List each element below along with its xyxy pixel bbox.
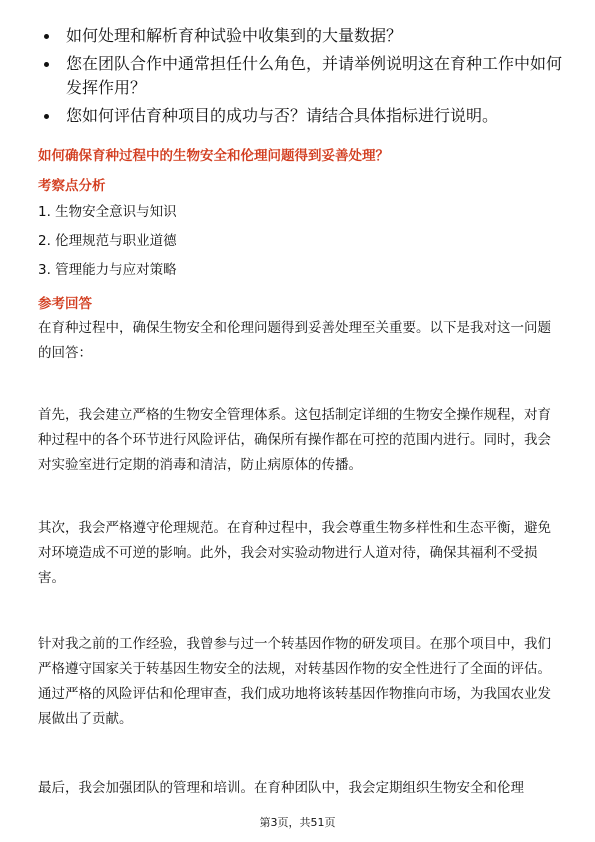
analysis-heading: 考察点分析 xyxy=(38,178,106,194)
answer-paragraph: 最后，我会加强团队的管理和培训。在育种团队中，我会定期组织生物安全和伦理 xyxy=(38,780,524,796)
answer-heading: 参考回答 xyxy=(38,296,92,312)
analysis-item: 1. 生物安全意识与知识 xyxy=(38,204,177,220)
answer-paragraph: 其次，我会严格遵守伦理规范。在育种过程中，我会尊重生物多样性和生态平衡，避免对环境造成不可逆的影响。此外，我会对实验动物进行人道对待，确保其福利不受损害。 xyxy=(38,520,551,586)
bullet-text: 您在团队合作中通常担任什么角色，并请举例说明这在育种工作中如何发挥作用？ xyxy=(66,54,563,97)
analysis-item: 3. 管理能力与应对策略 xyxy=(38,262,177,278)
question-heading: 如何确保育种过程中的生物安全和伦理问题得到妥善处理？ xyxy=(38,148,389,164)
analysis-item: 2. 伦理规范与职业道德 xyxy=(38,233,177,249)
bullet-dot-icon xyxy=(44,34,49,39)
question-bullet-list xyxy=(38,24,563,132)
bullet-text: 您如何评估育种项目的成功与否？请结合具体指标进行说明。 xyxy=(66,106,499,125)
answer-paragraph: 针对我之前的工作经验，我曾参与过一个转基因作物的研发项目。在那个项目中，我们严格遵守国家关于转基因生物安全的法规，对转基因作物的安全性进行了全面的评估。通过严格的风险评估和伦理审查，我们成功地将该转基因作物推向市场，为我国农业发展做出了贡献。 xyxy=(38,636,551,727)
answer-paragraph: 首先，我会建立严格的生物安全管理体系。这包括制定详细的生物安全操作规程，对育种过程中的各个环节进行风险评估，确保所有操作都在可控的范围内进行。同时，我会对实验室进行定期的消毒和清洁，防止病原体的传播。 xyxy=(38,407,551,473)
bullet-item xyxy=(38,52,563,100)
bullet-dot-icon xyxy=(44,62,49,67)
answer-paragraph: 在育种过程中，确保生物安全和伦理问题得到妥善处理至关重要。以下是我对这一问题的回答： xyxy=(38,320,551,361)
bullet-item xyxy=(38,104,563,128)
page-footer: 第3页，共51页 xyxy=(259,816,336,829)
bullet-item xyxy=(38,24,563,48)
bullet-text: 如何处理和解析育种试验中收集到的大量数据？ xyxy=(66,26,403,45)
bullet-dot-icon xyxy=(44,114,49,119)
